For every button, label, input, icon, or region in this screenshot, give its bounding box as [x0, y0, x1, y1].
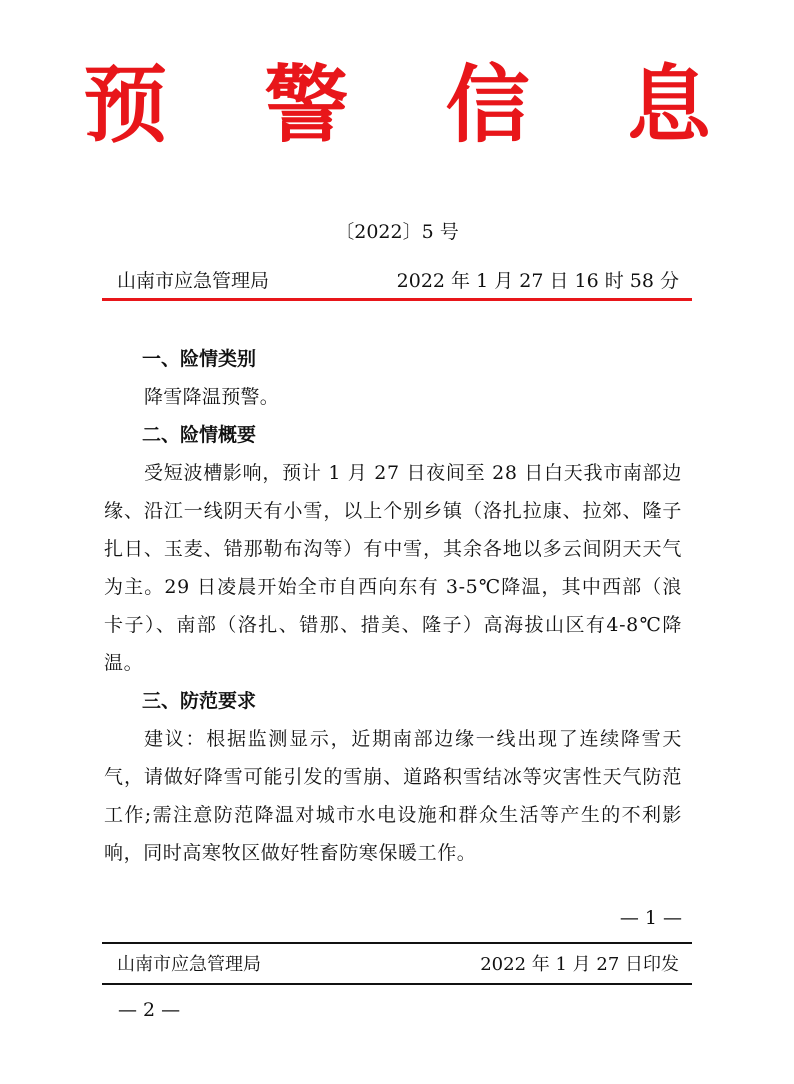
footer-bottom-rule [102, 983, 692, 985]
section-heading-1: 一、险情类别 [142, 348, 257, 370]
document-body [104, 340, 682, 872]
footer-issuer: 山南市应急管理局 [117, 954, 261, 975]
section-heading-3: 三、防范要求 [142, 690, 257, 712]
footer-top-rule [102, 942, 692, 944]
section-2-paragraph: 受短波槽影响，预计 1 月 27 日夜间至 28 日白天我市南部边缘、沿江一线阴天有小雪，以上个别乡镇（洛扎拉康、拉郊、隆子扎日、玉麦、错那勒布沟等）有中雪，其余各地以多云间阴天天气为主。29 日凌晨开始全市自西向东有 3-5℃降温，其中西部（浪卡子）、南部（洛扎、错那、措美、隆子）高海拔山区有4-8℃降温。 [104, 462, 682, 674]
header-datetime: 2022 年 1 月 27 日 16 时 58 分 [396, 270, 679, 292]
header-issuer: 山南市应急管理局 [117, 270, 270, 292]
red-divider [102, 298, 692, 301]
footer-issued-date: 2022 年 1 月 27 日印发 [480, 954, 679, 975]
page-title: 预 警 信 息 [83, 55, 745, 154]
page-number-1: — 1 — [619, 907, 682, 929]
section-3-paragraph: 建议：根据监测显示，近期南部边缘一线出现了连续降雪天气，请做好降雪可能引发的雪崩、道路积雪结冰等灾害性天气防范工作;需注意防范降温对城市水电设施和群众生活等产生的不利影响，同时高寒牧区做好牲畜防寒保暖工作。 [104, 728, 682, 864]
section-heading-2: 二、险情概要 [142, 424, 257, 446]
page-number-2: — 2 — [118, 999, 181, 1021]
section-1-paragraph: 降雪降温预警。 [144, 386, 280, 408]
document-number: 〔2022〕5 号 [335, 221, 459, 243]
